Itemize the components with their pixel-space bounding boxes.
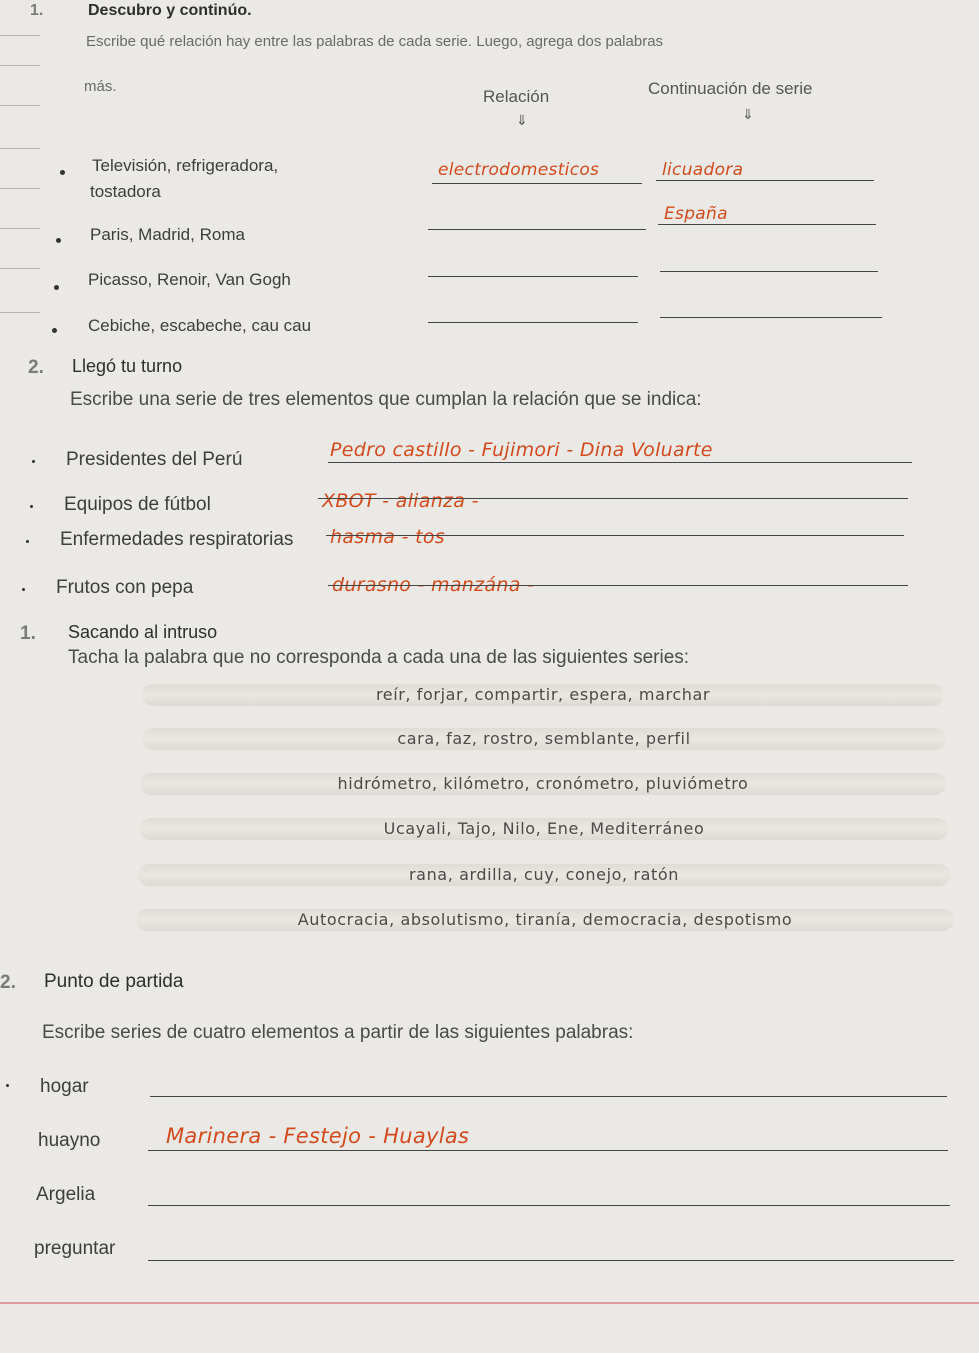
- section-title: Punto de partida: [44, 971, 184, 992]
- word-label: Argelia: [36, 1184, 96, 1205]
- answer-line[interactable]: [658, 224, 876, 225]
- section-number: 1.: [30, 2, 44, 19]
- bullet: [32, 460, 35, 463]
- handwritten-answer: electrodomesticos: [438, 160, 600, 180]
- handwritten-answer: hasma - tos: [330, 526, 445, 548]
- handwritten-answer: durasno - manzána -: [332, 574, 535, 596]
- instruction-text: Escribe una serie de tres elementos que cumplan la relación que se indica:: [70, 389, 702, 410]
- bullet: [30, 505, 33, 508]
- section-title: Llegó tu turno: [72, 356, 183, 376]
- handwritten-answer: Pedro castillo - Fujimori - Dina Voluarte: [330, 439, 713, 461]
- word-series-band[interactable]: cara, faz, rostro, semblante, perfil: [142, 728, 946, 750]
- margin-rule: [0, 35, 40, 36]
- margin-rule: [0, 268, 40, 269]
- word-series-band[interactable]: Ucayali, Tajo, Nilo, Ene, Mediterráneo: [140, 818, 948, 840]
- word-label: huayno: [38, 1130, 101, 1151]
- word-series-band[interactable]: Autocracia, absolutismo, tiranía, democracia, despotismo: [136, 909, 954, 931]
- answer-line[interactable]: [328, 462, 912, 463]
- answer-line[interactable]: [148, 1205, 950, 1206]
- answer-line[interactable]: [318, 498, 908, 499]
- section-title: Descubro y continúo.: [88, 2, 252, 19]
- section-number: 2.: [0, 972, 16, 993]
- answer-line[interactable]: [660, 317, 882, 318]
- answer-line[interactable]: [326, 535, 904, 536]
- bullet: [52, 328, 57, 333]
- answer-line[interactable]: [660, 271, 878, 272]
- category-label: Presidentes del Perú: [66, 449, 243, 470]
- margin-rule: [0, 312, 40, 313]
- instruction-text: Escribe qué relación hay entre las palabras de cada serie. Luego, agrega dos palabras: [86, 33, 664, 50]
- category-label: Frutos con pepa: [56, 577, 194, 598]
- answer-line[interactable]: [150, 1096, 947, 1097]
- bullet: [54, 285, 59, 290]
- category-label: Enfermedades respiratorias: [60, 529, 294, 550]
- word-series-band[interactable]: reír, forjar, compartir, espera, marchar: [142, 684, 944, 706]
- section-title: Sacando al intruso: [68, 622, 218, 642]
- margin-rule: [0, 188, 40, 189]
- answer-line[interactable]: [432, 183, 642, 184]
- column-header-relation: Relación: [483, 87, 550, 106]
- section-number: 2.: [28, 357, 44, 378]
- series-label: Cebiche, escabeche, cau cau: [88, 316, 312, 335]
- margin-rule: [0, 65, 40, 66]
- handwritten-answer: XBOT - alianza -: [322, 490, 479, 512]
- margin-rule: [0, 228, 40, 229]
- bullet: [26, 540, 29, 543]
- word-series-band[interactable]: hidrómetro, kilómetro, cronómetro, pluviómetro: [140, 773, 946, 795]
- down-arrow-icon: ⇓: [516, 112, 528, 128]
- bullet: [56, 238, 61, 243]
- column-header-continuation: Continuación de serie: [648, 79, 813, 98]
- series-label: Televisión, refrigeradora,: [92, 156, 279, 175]
- category-label: Equipos de fútbol: [64, 494, 211, 515]
- margin-rule: [0, 105, 40, 106]
- down-arrow-icon: ⇓: [742, 106, 754, 122]
- series-label: Picasso, Renoir, Van Gogh: [88, 270, 291, 289]
- answer-line[interactable]: [428, 322, 638, 323]
- bullet: [22, 588, 25, 591]
- answer-line[interactable]: [656, 180, 874, 181]
- answer-line[interactable]: [328, 585, 908, 586]
- bullet: [60, 170, 65, 175]
- answer-line[interactable]: [428, 276, 638, 277]
- word-label: hogar: [40, 1076, 89, 1097]
- handwritten-answer: licuadora: [662, 160, 744, 180]
- page-bottom-rule: [0, 1302, 979, 1304]
- word-series-band[interactable]: rana, ardilla, cuy, conejo, ratón: [138, 864, 950, 886]
- instruction-text: Escribe series de cuatro elementos a partir de las siguientes palabras:: [42, 1022, 634, 1043]
- margin-rule: [0, 148, 40, 149]
- instruction-text: Tacha la palabra que no corresponda a cada una de las siguientes series:: [68, 647, 690, 668]
- series-label: tostadora: [90, 182, 161, 201]
- instruction-text: más.: [84, 78, 117, 95]
- answer-line[interactable]: [148, 1150, 948, 1151]
- handwritten-answer: España: [664, 204, 728, 224]
- handwritten-answer: Marinera - Festejo - Huaylas: [166, 1124, 470, 1148]
- section-number: 1.: [20, 623, 36, 644]
- bullet: [6, 1084, 9, 1087]
- answer-line[interactable]: [148, 1260, 954, 1261]
- word-label: preguntar: [34, 1238, 116, 1259]
- series-label: Paris, Madrid, Roma: [90, 225, 245, 244]
- answer-line[interactable]: [428, 229, 646, 230]
